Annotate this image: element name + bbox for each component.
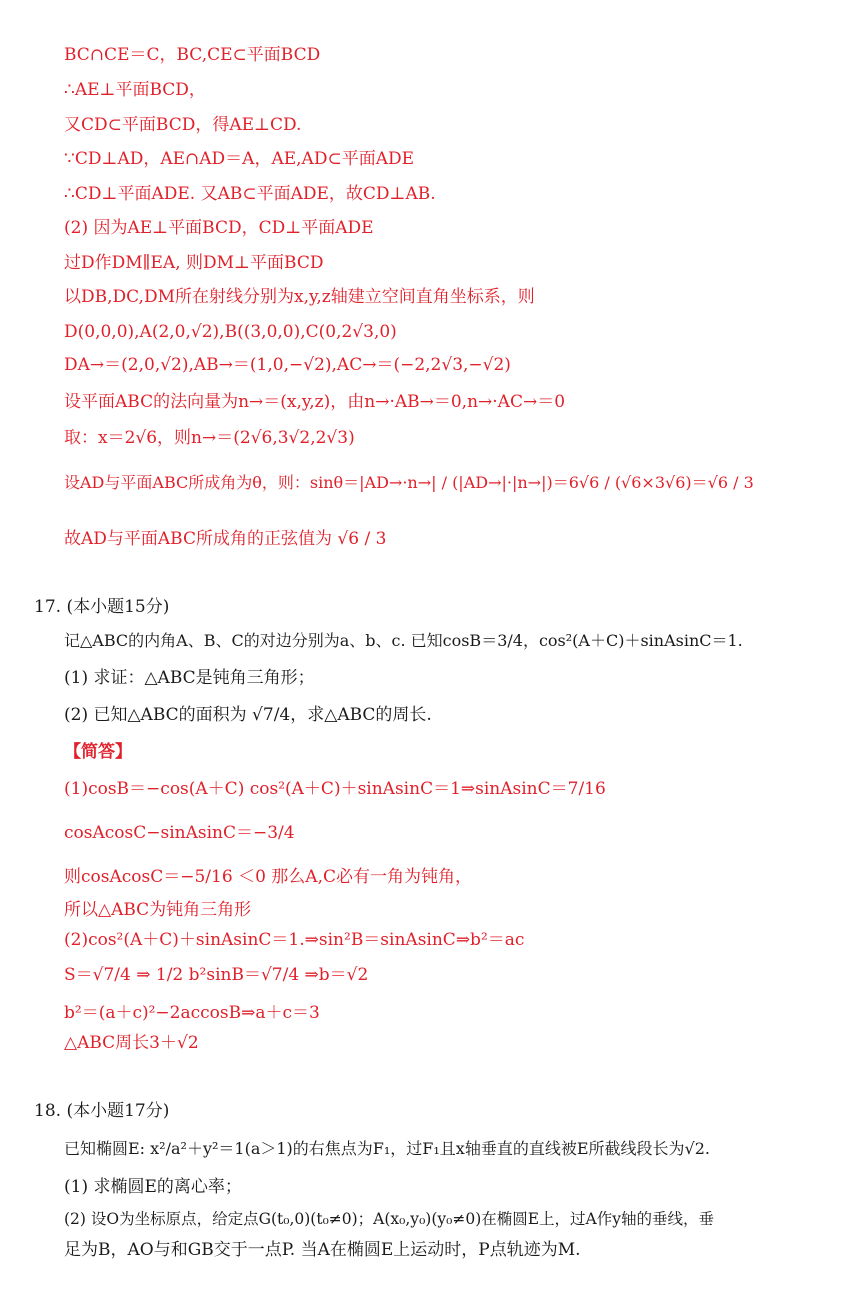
problem18-statement: 已知椭圆E: x²/a²＋y²＝1(a＞1)的右焦点为F₁，过F₁且x轴垂直的直线被E所截线段长为√2. xyxy=(64,1139,710,1158)
answer17-line-1: (1)cosB＝−cos(A＋C) cos²(A＋C)＋sinAsinC＝1⇒sinAsinC＝7/16 xyxy=(64,779,606,799)
answer17-line-3: 则cosAcosC＝−5/16 ＜0 那么A,C必有一角为钝角， xyxy=(64,867,472,887)
answer17-line-7: b²＝(a＋c)²−2accosB⇒a＋c＝3 xyxy=(64,1003,320,1023)
solution16-line-10: DA→＝(2,0,√2),AB→＝(1,0,−√2),AC→＝(−2,2√3,−√2) xyxy=(64,355,511,375)
solution16-line-3: 又CD⊂平面BCD，得AE⊥CD. xyxy=(64,115,302,135)
problem18-part2-line2: 足为B，AO与和GB交于一点P. 当A在椭圆E上运动时，P点轨迹为M. xyxy=(64,1240,581,1260)
answer17-line-6: S＝√7/4 ⇒ 1/2 b²sinB＝√7/4 ⇒b＝√2 xyxy=(64,965,369,985)
problem17-part2: (2) 已知△ABC的面积为 √7/4，求△ABC的周长. xyxy=(64,705,432,725)
solution16-line-12: 取：x＝2√6，则n→＝(2√6,3√2,2√3) xyxy=(64,428,355,448)
solution16-line-5: ∴CD⊥平面ADE. 又AB⊂平面ADE，故CD⊥AB. xyxy=(64,184,436,204)
solution16-line-9: D(0,0,0),A(2,0,√2),B((3,0,0),C(0,2√3,0) xyxy=(64,322,397,342)
answer17-line-8: △ABC周长3＋√2 xyxy=(64,1033,199,1053)
solution16-line-14: 故AD与平面ABC所成角的正弦值为 √6 / 3 xyxy=(64,529,387,549)
solution16-line-6: (2) 因为AE⊥平面BCD，CD⊥平面ADE xyxy=(64,218,374,238)
problem18-header: 18. (本小题17分) xyxy=(34,1101,170,1121)
solution16-line-7: 过D作DM∥EA, 则DM⊥平面BCD xyxy=(64,253,324,273)
solution16-line-2: ∴AE⊥平面BCD， xyxy=(64,80,206,100)
solution16-line-1: BC∩CE＝C，BC,CE⊂平面BCD xyxy=(64,45,321,65)
solution16-line-13: 设AD与平面ABC所成角为θ，则：sinθ＝|AD→·n→| / (|AD→|·|n→|)＝6√6 / (√6×3√6)＝√6 / 3 xyxy=(64,473,754,492)
problem17-statement: 记△ABC的内角A、B、C的对边分别为a、b、c. 已知cosB＝3/4，cos²(A＋C)＋sinAsinC＝1. xyxy=(64,631,743,650)
answer17-line-4: 所以△ABC为钝角三角形 xyxy=(64,900,252,920)
answer17-line-2: cosAcosC−sinAsinC＝−3/4 xyxy=(64,823,295,843)
problem18-part2-line1: (2) 设O为坐标原点，给定点G(t₀,0)(t₀≠0)；A(x₀,y₀)(y₀≠0)在椭圆E上，过A作y轴的垂线，垂 xyxy=(64,1210,715,1228)
problem18-part1: (1) 求椭圆E的离心率； xyxy=(64,1177,242,1197)
answer17-line-5: (2)cos²(A＋C)＋sinAsinC＝1.⇒sin²B＝sinAsinC⇒b²＝ac xyxy=(64,930,525,950)
answer-label: 【简答】 xyxy=(64,742,132,762)
problem17-header: 17. (本小题15分) xyxy=(34,597,170,617)
solution16-line-11: 设平面ABC的法向量为n→＝(x,y,z)，由n→·AB→＝0,n→·AC→＝0 xyxy=(64,392,566,412)
problem17-part1: (1) 求证：△ABC是钝角三角形； xyxy=(64,668,315,688)
solution16-line-4: ∵CD⊥AD，AE∩AD＝A，AE,AD⊂平面ADE xyxy=(64,149,415,169)
solution16-line-8: 以DB,DC,DM所在射线分别为x,y,z轴建立空间直角坐标系，则 xyxy=(64,287,535,307)
